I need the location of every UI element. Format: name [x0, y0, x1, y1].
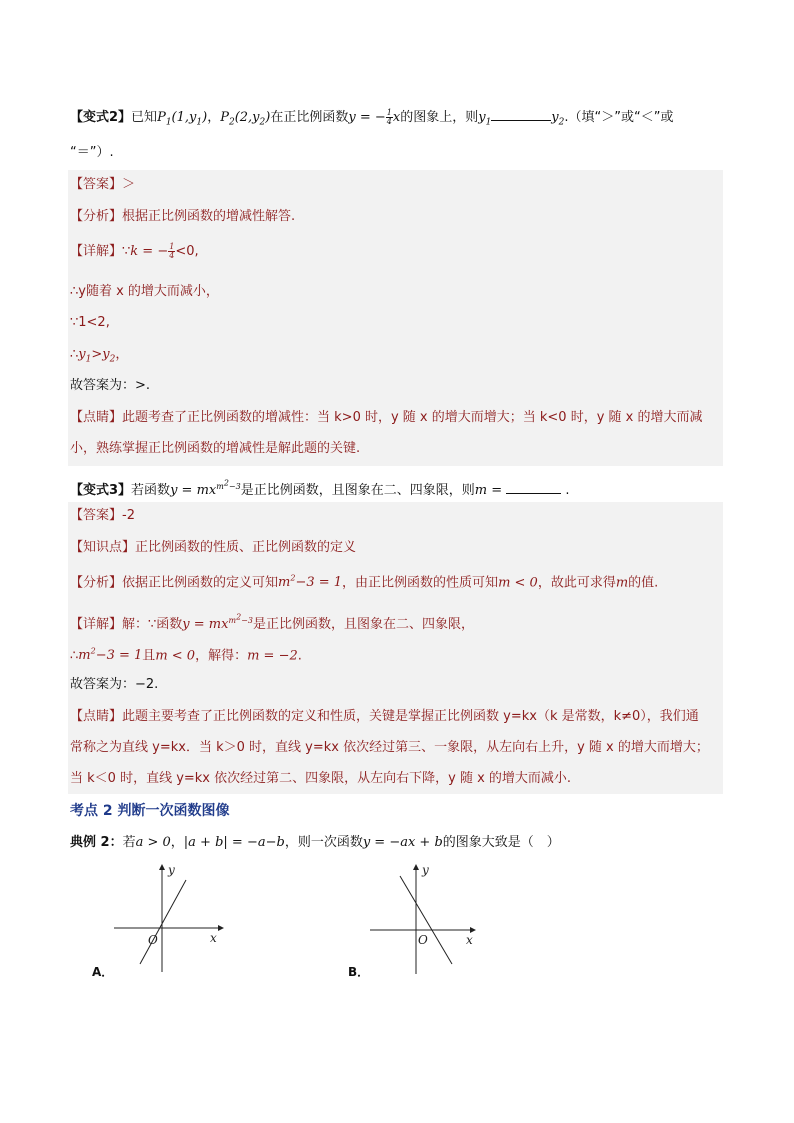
detail-line: ∵1<2, — [70, 315, 110, 330]
variant2-answer: 【答案】＞ — [70, 177, 136, 192]
y-axis-label: y — [168, 863, 175, 877]
variant2-tag: 【变式2】 — [70, 110, 132, 125]
variant3-remark: 【点睛】此题主要考查了正比例函数的定义和性质，关键是掌握正比例函数 y=kx（k 是常数，k≠0），我们通 — [70, 709, 699, 724]
variant2-detail: 【详解】∵k = − $\frac{1}{4}$ <0, — [70, 242, 199, 260]
math-p1: $P_1(1,y_1)$ — [157, 110, 208, 128]
variant3-remark-cont: 常称之为直线 y=kx．当 k＞0 时，直线 y=kx 依次经过第三、一象限，从左向右上升，y 随 x 的增大而增大； — [70, 740, 709, 755]
detail-line: 故答案为：>. — [70, 378, 151, 393]
detail-line: $\therefore y_1>y_2$， — [70, 347, 129, 365]
variant2-question: 【变式2】已知$P_1(1,y_1)$，$P_2(2,y_2)$在正比例函数y = − $\frac{1}{4}$ x的图象上，则$y_1$ $y_2$.（填“＞”或“＜”或 — [70, 108, 674, 128]
q-text: 已知 — [131, 110, 158, 125]
math-p2: $P_2(2,y_2)$ — [220, 110, 271, 128]
option-b-label[interactable]: B． — [348, 965, 370, 979]
y-axis-label: y — [422, 863, 429, 877]
variant3-question: 【变式3】若函数$y = mx^{m^2-3}$是正比例函数，且图象在二、四象限，则m = . — [70, 478, 570, 498]
x-axis-label: x — [466, 933, 473, 947]
detail-line: 故答案为：−2. — [70, 677, 159, 692]
option-a-label[interactable]: A． — [92, 965, 114, 979]
variant3-remark-cont: 当 k＜0 时，直线 y=kx 依次经过第二、四象限，从左向右下降，y 随 x 的增大而减小. — [70, 771, 572, 786]
answer-blank — [506, 481, 561, 494]
variant3-tag: 【变式3】 — [70, 482, 132, 498]
detail-line: $\therefore m^2-3 = 1$且m < 0，解得：m = −2. — [70, 647, 302, 664]
detail-line: ∴y随着 x 的增大而减小， — [70, 284, 219, 299]
variant2-analysis: 【分析】根据正比例函数的增减性解答. — [70, 209, 296, 224]
example2-tag: 典例 2： — [70, 835, 123, 850]
variant2-question-cont: “＝”）. — [70, 145, 114, 160]
x-axis-label: x — [210, 931, 217, 945]
variant2-remark-cont: 小，熟练掌握正比例函数的增减性是解此题的关键. — [70, 441, 361, 456]
variant2-remark: 【点睛】此题考查了正比例函数的增减性：当 k>0 时，y 随 x 的增大而增大；当 k<0 时，y 随 x 的增大而减 — [70, 410, 703, 425]
variant3-analysis: 【分析】依据正比例函数的定义可知$m^2-3 = 1$，由正比例函数的性质可知m < 0，故此可求得m的值. — [70, 574, 659, 591]
variant3-knowledge: 【知识点】正比例函数的性质、正比例函数的定义 — [70, 540, 357, 555]
option-a-graph[interactable] — [110, 862, 230, 982]
section-title: 考点 2 判断一次函数图像 — [70, 803, 230, 819]
q-text: 的图象上，则 — [400, 110, 479, 125]
q-text: （填“＞”或“＜”或 — [568, 110, 674, 125]
variant3-answer: 【答案】-2 — [70, 508, 135, 523]
origin-label: O — [148, 933, 158, 947]
q-text: 在正比例函数 — [270, 110, 349, 125]
answer-blank — [491, 108, 551, 121]
option-b-graph[interactable] — [366, 862, 486, 982]
variant3-detail: 【详解】解：∵函数$y = mx^{m^2-3}$是正比例函数，且图象在二、四象限， — [70, 612, 474, 632]
example2-question: 典例 2：若a > 0，|a + b| = −a−b，则一次函数y = −ax + b的图象大致是（ ） — [70, 835, 560, 850]
origin-label: O — [418, 933, 428, 947]
math-func: y = − $\frac{1}{4}$ x — [348, 108, 401, 126]
